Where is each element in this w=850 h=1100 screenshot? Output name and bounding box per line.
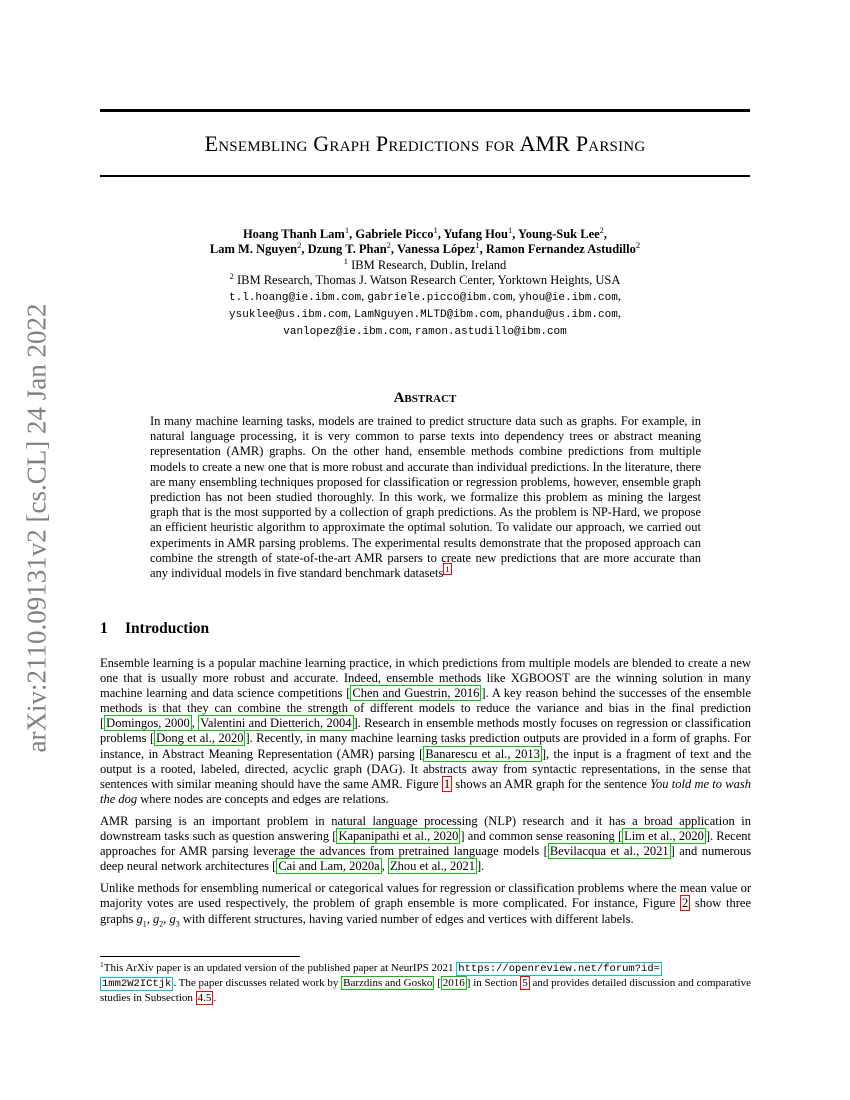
author-line-2: Lam M. Nguyen$^2$, Dzung T. Phan$^2$, Vanessa López$^1$, Ramon Fernandez Astudillo$^2$ bbox=[209, 240, 641, 257]
text-run: with different structures, having varied number of edges and vertices with different labels. bbox=[179, 911, 634, 926]
abstract-text bbox=[150, 414, 701, 581]
citation-link[interactable]: Zhou et al., 2021 bbox=[389, 859, 476, 874]
arxiv-sidebar bbox=[22, 298, 52, 758]
title-rule-top bbox=[100, 109, 750, 112]
citation-authors: Kapanipathi et al. bbox=[338, 829, 428, 844]
email-line-2: ysuklee@us.ibm.com, LamNguyen.MLTD@ibm.com, phandu@us.ibm.com, bbox=[229, 306, 621, 322]
text-run: where nodes are concepts and edges are relations. bbox=[137, 791, 389, 806]
paragraph: Ensemble learning is a popular machine learning practice, in which predictions from multiple models are blended to create a new one that is usually more robust and accurate. Indeed, ensemble methods like XGBOOST are the winning solution in many machine learning and data science competitions [ Chen and Guestrin, 2016 ]. A key reason behind the successes of the ensemble methods is that they can combine the strength of different models to reduce the variance and bias in the final prediction [ Domingos, 2000 , Valentini and Dietterich, 2004 ]. Research in ensemble methods mostly focuses on regression or classification problems [ Dong et al., 2020 ]. Recently, in many machine learning tasks prediction outputs are provided in a form of graphs. For instance, in Abstract Meaning Representation (AMR) parsing [ Banarescu et al., 2013 ], the input is a fragment of text and the output is a rooted, labeled, directed, acyclic graph (DAG). It abstracts away from syntactic representations, in the sense that sentences with similar meaning should have the same AMR. Figure 1 shows an AMR graph for the sentence You told me to wash the dog where nodes are concepts and edges are relations. bbox=[100, 656, 752, 806]
email-link[interactable]: phandu@us.ibm.com bbox=[505, 309, 618, 322]
citation-year: 2004 bbox=[326, 716, 352, 731]
paragraph: AMR parsing is an important problem in natural language processing (NLP) research and it has a broad application in downstream tasks such as question answering [ Kapanipathi et al., 2020 ] and common sense reasoning [ Lim et al., 2020 ]. Recent approaches for AMR parsing leverage the advances from pretrained language models [ Bevilacqua et al., 2021 ] and numerous deep neural network architectures [ Cai and Lam, 2020a , Zhou et al., 2021 ]. bbox=[100, 813, 752, 874]
figure-link[interactable]: 2 bbox=[681, 896, 689, 911]
text-run: shows an AMR graph for the sentence bbox=[452, 776, 651, 791]
citation-year: 2000 bbox=[164, 716, 190, 731]
citation-link[interactable]: Domingos, 2000 bbox=[106, 716, 190, 731]
figure-link[interactable]: 1 bbox=[443, 776, 451, 791]
author-block bbox=[100, 227, 750, 341]
citation-year: 2020a bbox=[349, 859, 380, 874]
citation-link[interactable]: Dong et al., 2020 bbox=[156, 731, 244, 746]
citation-link[interactable]: Barzdins and Gosko bbox=[343, 977, 433, 990]
email-line-1: t.l.hoang@ie.ibm.com, gabriele.picco@ibm.com, yhou@ie.ibm.com, bbox=[229, 288, 621, 304]
math-graphs: $g_1$, $g_2$, $g_3$ bbox=[136, 911, 180, 928]
text-run: ]. Research in ensemble methods mostly focuses on regression or classification problems [ bbox=[100, 716, 752, 746]
text-run: ]. Recent approaches for AMR parsing leverage the advances from pretrained language models [ bbox=[100, 829, 751, 859]
text-run: ], the input is a fragment of text and the output is a rooted, labeled, directed, acyclic graph (DAG). It abstracts away from syntactic representations, in the sense that sentences with similar meaning should have the same AMR. Figure bbox=[100, 746, 752, 791]
citation-link[interactable]: Chen and Guestrin, 2016 bbox=[352, 686, 480, 701]
subsection-link[interactable]: 4.5 bbox=[197, 992, 212, 1005]
abstract-heading: Abstract bbox=[393, 390, 457, 406]
author-affiliation-mark: 2 bbox=[297, 240, 302, 251]
math-symbol: g bbox=[152, 911, 160, 926]
footnote-number: 1 bbox=[100, 960, 104, 969]
section-title: Introduction bbox=[125, 620, 210, 637]
citation-link[interactable]: Cai and Lam, 2020a bbox=[278, 859, 380, 874]
email-line-3: vanlopez@ie.ibm.com, ramon.astudillo@ibm.com bbox=[283, 323, 567, 339]
email-link[interactable]: LamNguyen.MLTD@ibm.com bbox=[354, 309, 500, 322]
author-name: Ramon Fernandez Astudillo bbox=[485, 242, 636, 257]
email-link[interactable]: t.l.hoang@ie.ibm.com bbox=[229, 291, 362, 304]
footnote-rule bbox=[100, 956, 300, 957]
citation-link[interactable]: Bevilacqua et al., 2021 bbox=[549, 844, 669, 859]
text-run: show three graphs bbox=[100, 896, 751, 926]
citation-link[interactable]: Banarescu et al., 2013 bbox=[425, 746, 540, 761]
section-number: 1 bbox=[100, 620, 108, 637]
text-run: AMR parsing is an important problem in natural language processing (NLP) research and it has a broad application in downstream tasks such as question answering [ bbox=[100, 813, 751, 844]
email-link[interactable]: vanlopez@ie.ibm.com bbox=[283, 326, 409, 339]
citation-year: 2020 bbox=[218, 731, 244, 746]
url-link[interactable]: 1mm2W2ICtjk bbox=[102, 978, 172, 991]
author-line-1: Hoang Thanh Lam$^1$, Gabriele Picco$^1$, Yufang Hou$^1$, Young-Suk Lee$^2$, bbox=[242, 225, 608, 241]
example-sentence: You told me to wash the dog bbox=[100, 776, 751, 806]
citation-year: 2016 bbox=[454, 686, 480, 701]
affiliation-1 bbox=[100, 255, 750, 273]
citation-authors: Cai and Lam bbox=[278, 859, 343, 874]
author-name: Young-Suk Lee bbox=[518, 227, 600, 241]
text-run: and provides detailed discussion and comparative studies in Subsection bbox=[100, 977, 751, 1005]
math-subscript: 3 bbox=[175, 919, 180, 928]
citation-authors: Banarescu et al. bbox=[425, 746, 508, 761]
author-affiliation-mark: 1 bbox=[508, 225, 513, 235]
email-link[interactable]: gabriele.picco@ibm.com bbox=[367, 291, 513, 304]
author-name: Yufang Hou bbox=[443, 227, 508, 241]
url-link[interactable]: https://openreview.net/forum?id= bbox=[458, 963, 660, 975]
text-run: ]. Recently, in many machine learning tasks prediction outputs are provided in a form of graphs. For instance, in Abstract Meaning Representation (AMR) parsing [ bbox=[100, 731, 751, 761]
text-run: ]. bbox=[477, 859, 485, 874]
citation-link[interactable]: 2016 bbox=[442, 977, 465, 990]
affiliation-2 bbox=[100, 273, 750, 288]
paper-title: Ensembling Graph Predictions for AMR Parsing bbox=[204, 131, 646, 156]
affiliation-number: 2 bbox=[229, 271, 234, 282]
section-link[interactable]: 5 bbox=[522, 977, 528, 990]
citation-link[interactable]: Valentini and Dietterich, 2004 bbox=[200, 716, 352, 731]
email-link[interactable]: yhou@ie.ibm.com bbox=[518, 291, 618, 304]
citation-authors: Lim et al. bbox=[624, 829, 673, 844]
text-run: This ArXiv paper is an updated version of the published paper at NeurIPS 2021 bbox=[103, 962, 457, 974]
math-symbol: g bbox=[169, 911, 176, 926]
citation-authors: Bevilacqua et al. bbox=[549, 844, 637, 859]
citation-authors: Chen and Guestrin bbox=[352, 686, 448, 701]
citation-year: 2020 bbox=[678, 829, 704, 844]
math-subscript: 1 bbox=[142, 919, 147, 928]
footnote-link[interactable]: 1 bbox=[445, 564, 450, 575]
email-link[interactable]: ysuklee@us.ibm.com bbox=[229, 309, 348, 322]
text-run: in Section bbox=[470, 977, 521, 990]
citation-authors: Zhou et al. bbox=[389, 859, 444, 874]
author-name: Gabriele Picco bbox=[355, 227, 434, 241]
email-link[interactable]: ramon.astudillo@ibm.com bbox=[414, 326, 567, 339]
author-name: Dzung T. Phan bbox=[307, 242, 387, 257]
text-run: . The paper discusses related work by bbox=[173, 977, 342, 990]
section-body bbox=[100, 656, 751, 938]
text-run: ] and common sense reasoning [ bbox=[460, 829, 623, 844]
author-affiliation-mark: 2 bbox=[386, 240, 391, 251]
arxiv-stamp: arXiv:2110.09131v2 [cs.CL] 24 Jan 2022 bbox=[21, 303, 52, 753]
author-name: Hoang Thanh Lam bbox=[242, 227, 345, 241]
author-affiliation-mark: 1 bbox=[344, 225, 350, 235]
section-heading bbox=[100, 620, 209, 638]
citation-year: 2021 bbox=[450, 859, 476, 874]
citation-year: 2020 bbox=[433, 829, 459, 844]
citation-link[interactable]: Lim et al., 2020 bbox=[624, 829, 704, 844]
citation-year: 2021 bbox=[643, 844, 669, 859]
affiliation-text: IBM Research, Thomas J. Watson Research Center, Yorktown Heights, USA bbox=[236, 273, 621, 288]
author-affiliation-mark: 2 bbox=[635, 240, 641, 251]
author-affiliation-mark: 1 bbox=[433, 225, 438, 235]
author-affiliation-mark: 1 bbox=[475, 240, 480, 251]
author-affiliation-mark: 2 bbox=[599, 225, 604, 235]
affiliation-text: IBM Research, Dublin, Ireland bbox=[351, 257, 507, 272]
citation-authors: Dong et al. bbox=[156, 731, 212, 746]
citation-authors: Valentini and Dietterich bbox=[200, 716, 321, 731]
author-name: Vanessa López bbox=[396, 242, 476, 257]
text-run: . bbox=[213, 992, 217, 1005]
author-name: Lam M. Nguyen bbox=[209, 242, 298, 257]
title-rule-bottom bbox=[100, 175, 750, 177]
text-run: Ensemble learning is a popular machine learning practice, in which predictions from multiple models are blended to create a new one that is usually more robust and accurate. Indeed, ensemble methods like XGBOOST are the winning solution in many machine learning and data science competitions [ bbox=[100, 656, 751, 701]
affiliation-number: 1 bbox=[343, 255, 348, 266]
footnote: $^1$This ArXiv paper is an updated version of the published paper at NeurIPS 2021 https://openreview.net/forum?id= 1mm2W2ICtjk . The paper discusses related work by Barzdins and Gosko [ 2016 ] in Section 5 and provides detailed discussion and comparative studies in Subsection 4.5 . bbox=[100, 960, 751, 1005]
math-symbol: g bbox=[136, 911, 143, 926]
text-run: ] and numerous deep neural network architectures [ bbox=[100, 844, 752, 874]
citation-authors: Domingos bbox=[106, 716, 159, 731]
citation-link[interactable]: Kapanipathi et al., 2020 bbox=[338, 829, 459, 844]
math-subscript: 2 bbox=[159, 919, 164, 928]
abstract-body: In many machine learning tasks, models are trained to predict structure data such as graphs. For example, in natural language processing, it is very common to parse texts into dependency trees or abstract meaning representation (AMR) graphs. On the other hand, ensemble methods combine predictions from multiple models to create a new one that is more robust and accurate than individual predictions. In the literature, there are many ensembling techniques proposed for classification or regression problems, however, ensemble graph prediction has not been studied thoroughly. In this work, we formalize this problem as mining the largest graph that is the most supported by a collection of graph predictions. As the problem is NP-Hard, we propose an efficient heuristic algorithm to approximate the optimal solution. To validate our approach, we carried out experiments in AMR parsing problems. The experimental results demonstrate that the proposed approach can combine the strength of state-of-the-art AMR parsers to create new predictions that are more accurate than any individual models in five standard benchmark datasets bbox=[150, 414, 701, 581]
text-run: Unlike methods for ensembling numerical or categorical values for regression or classification problems where the mean value or majority votes are used respectively, the problem of graph ensemble is more complicated. For instance, Figure bbox=[100, 881, 751, 911]
text-run: ]. A key reason behind the successes of the ensemble methods is that they can combine the strength of different models to reduce the variance and bias in the final prediction [ bbox=[100, 686, 752, 731]
citation-year: 2013 bbox=[514, 746, 540, 761]
paragraph bbox=[100, 881, 751, 931]
